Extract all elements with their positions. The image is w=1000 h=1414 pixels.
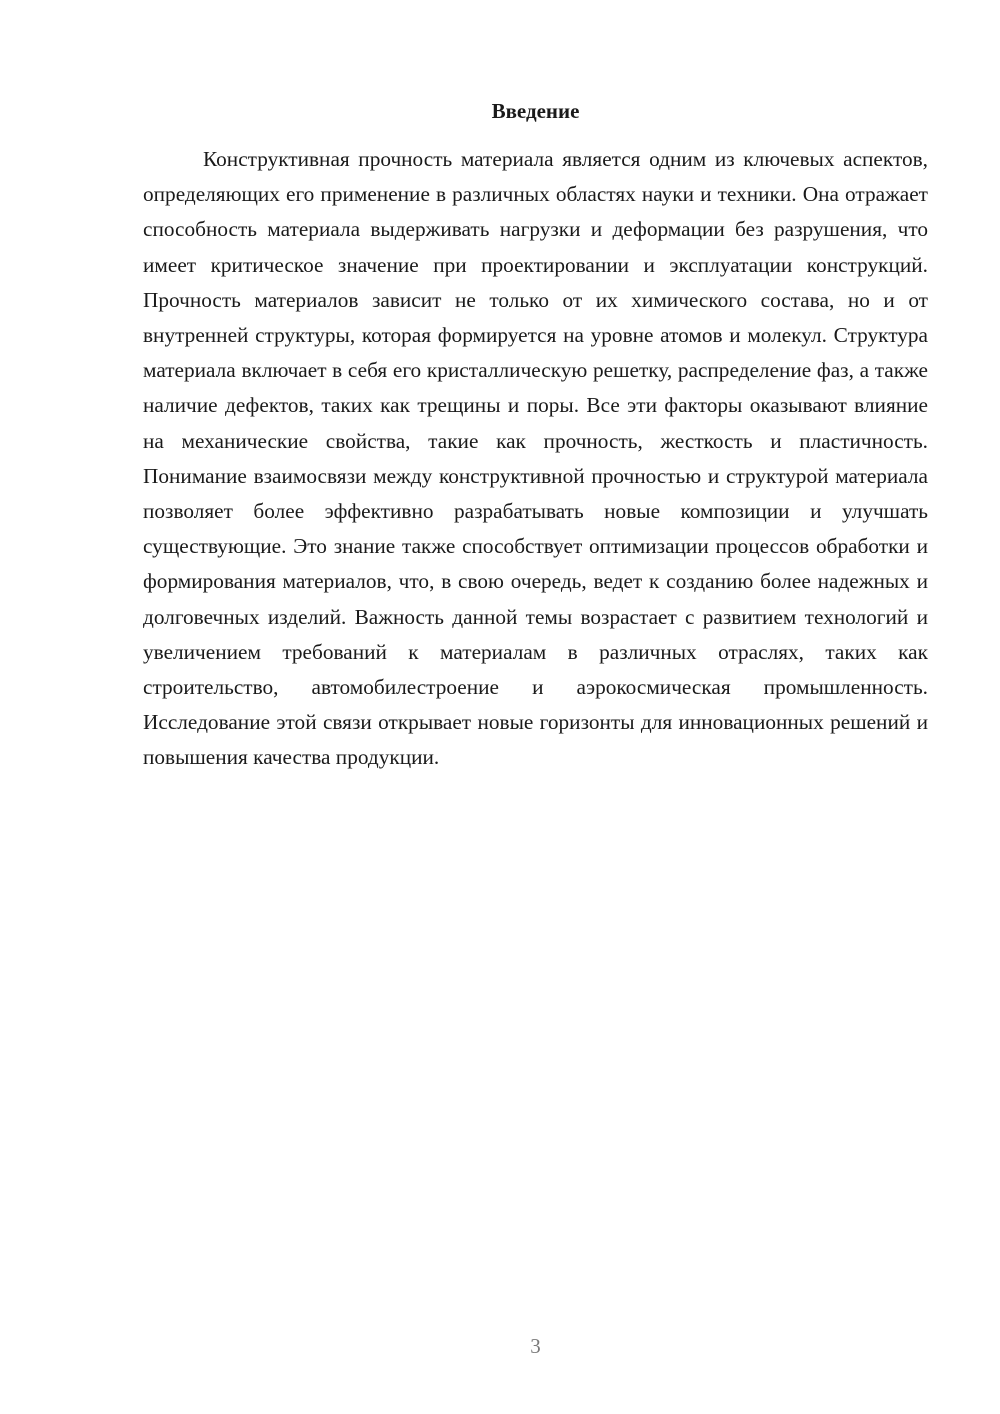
body-paragraph: Конструктивная прочность материала является одним из ключевых аспектов, определяющих его применение в различных областях науки и техники. Она отражает способность материала выдерживать нагрузки и деформации без разрушения, что имеет критическое значение при проектировании и эксплуатации конструкций. Прочность материалов зависит не только от их химического состава, но и от внутренней структуры, которая формируется на уровне атомов и молекул. Структура материала включает в себя его кристаллическую решетку, распределение фаз, а также наличие дефектов, таких как трещины и поры. Все эти факторы оказывают влияние на механические свойства, такие как прочность, жесткость и пластичность. Понимание взаимосвязи между конструктивной прочностью и структурой материала позволяет более эффективно разрабатывать новые композиции и улучшать существующие. Это знание также способствует оптимизации процессов обработки и формирования материалов, что, в свою очередь, ведет к созданию более надежных и долговечных изделий. Важность данной темы возрастает с развитием технологий и увеличением требований к материалам в различных отраслях, таких как строительство, автомобилестроение и аэрокосмическая промышленность. Исследование этой связи открывает новые горизонты для инновационных решений и повышения качества продукции. [143, 147, 928, 770]
section-heading: Введение [491, 99, 580, 123]
page-number: 3 [530, 1334, 541, 1358]
